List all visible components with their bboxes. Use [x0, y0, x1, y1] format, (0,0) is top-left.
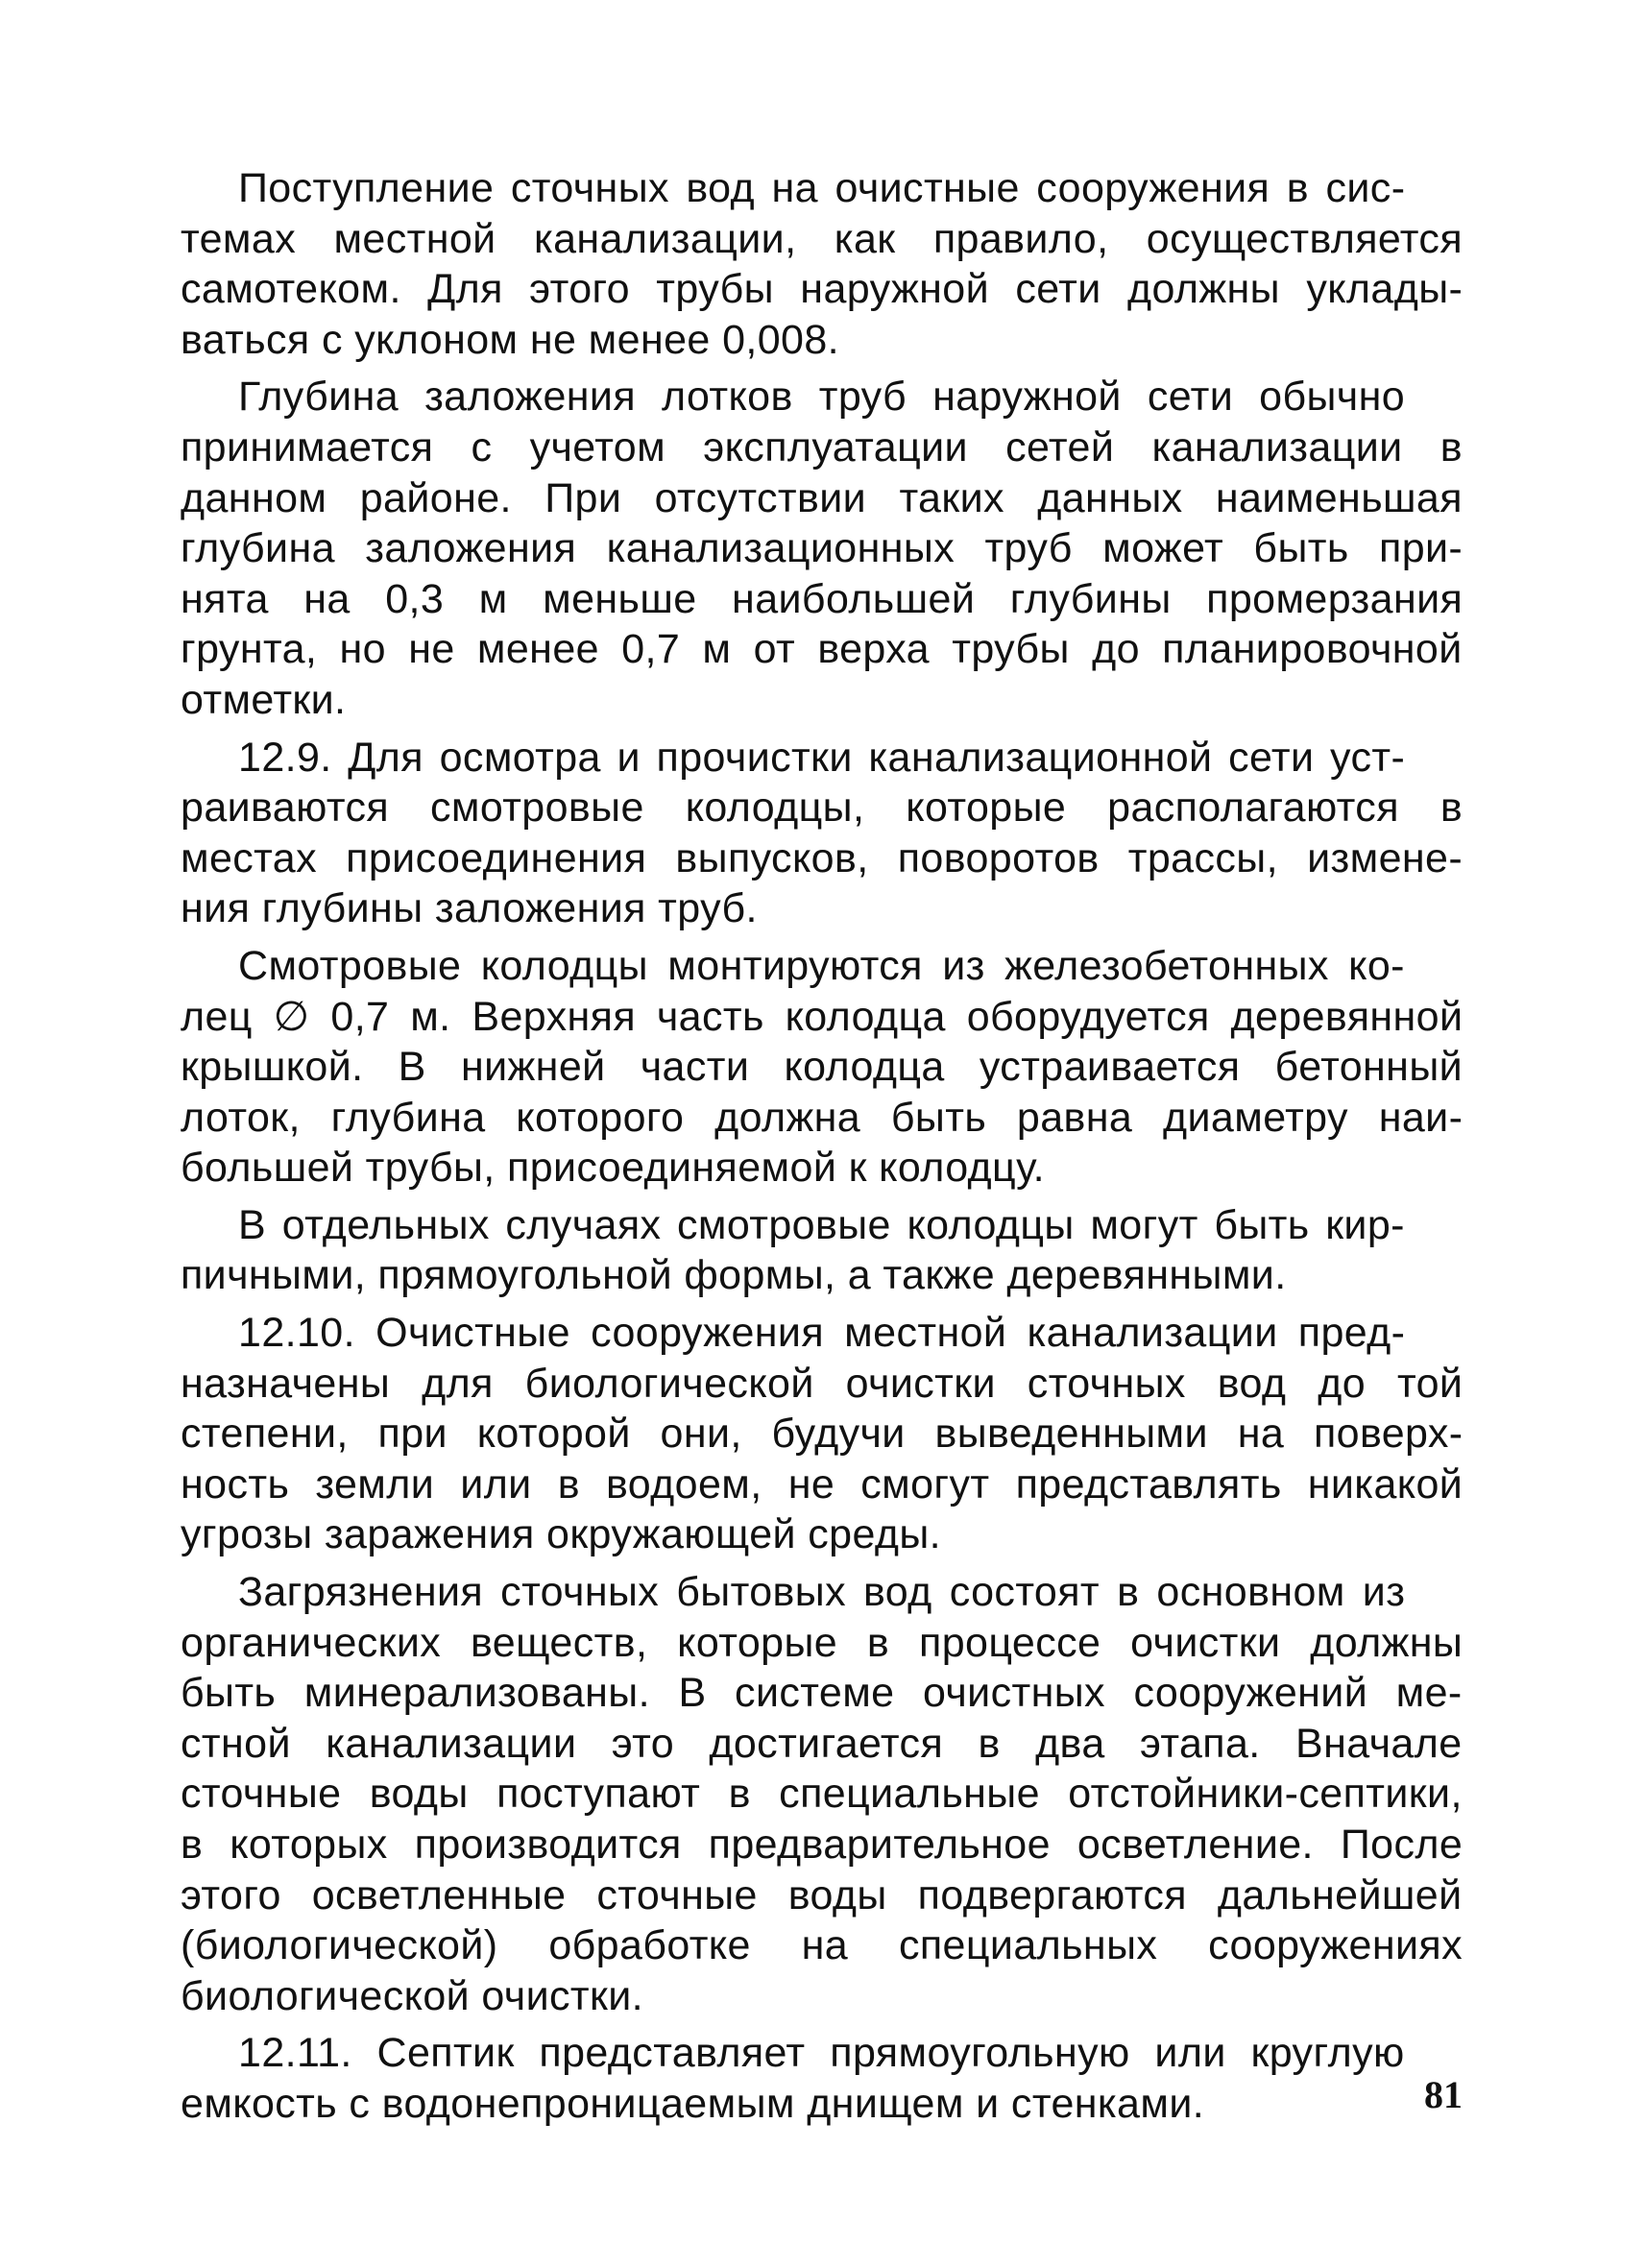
text-line: в которых производится предварительное осветление. После — [181, 1822, 1464, 1868]
text-line: Глубина заложения лотков труб наружной сети обычно — [238, 374, 1406, 421]
text-line: емкость с водонепроницаемым днищем и стенками. — [181, 2080, 1205, 2127]
paragraph — [181, 1567, 1463, 2021]
text-line: темах местной канализации, как правило, осуществляется — [181, 215, 1464, 262]
text-line: ность земли или в водоем, не смогут представлять никакой — [181, 1460, 1464, 1508]
text-line: лец ∅ 0,7 м. Верхняя часть колодца оборудуется деревянной — [181, 993, 1464, 1040]
text-line: данном районе. При отсутствии таких данных наименьшая — [181, 474, 1463, 521]
paragraph — [181, 372, 1463, 725]
text-line: Поступление сточных вод на очистные сооружения в сис- — [238, 165, 1406, 211]
text-line: этого осветленные сточные воды подвергаются дальнейшей — [181, 1871, 1463, 1918]
text-line: В отдельных случаях смотровые колодцы могут быть кир- — [238, 1201, 1405, 1248]
text-line: степени, при которой они, будучи выведенными на поверх- — [181, 1411, 1464, 1458]
text-line: сточные воды поступают в специальные отстойники-септики, — [181, 1771, 1463, 1818]
text-line: (биологической) обработке на специальных сооружениях — [181, 1922, 1463, 1969]
body-text — [181, 163, 1463, 2136]
text-line: биологической очистки. — [181, 1972, 643, 2019]
text-line: пичными, прямоугольной формы, а также деревянными. — [181, 1252, 1287, 1299]
text-line: самотеком. Для этого трубы наружной сети должны уклады- — [181, 266, 1464, 313]
text-line: раиваются смотровые колодцы, которые располагаются в — [181, 784, 1464, 832]
text-line: органических веществ, которые в процессе очистки должны — [181, 1619, 1464, 1666]
text-line: глубина заложения канализационных труб может быть при- — [181, 525, 1464, 572]
text-line: быть минерализованы. В системе очистных сооружений ме- — [181, 1670, 1463, 1717]
paragraph — [181, 941, 1463, 1194]
text-line: угрозы заражения окружающей среды. — [181, 1511, 942, 1558]
text-line: нята на 0,3 м меньше наибольшей глубины промерзания — [181, 575, 1464, 622]
text-line: ваться с уклоном не менее 0,008. — [181, 316, 840, 363]
text-line: Загрязнения сточных бытовых вод состоят в основном из — [238, 1569, 1406, 1616]
text-line: назначены для биологической очистки сточных вод до той — [181, 1360, 1464, 1407]
text-line: лоток, глубина которого должна быть равна диаметру наи- — [181, 1094, 1464, 1141]
text-line: грунта, но не менее 0,7 м от верха трубы до планировочной — [181, 626, 1463, 673]
text-line: большей трубы, присоединяемой к колодцу. — [181, 1145, 1046, 1192]
paragraph — [181, 733, 1463, 934]
paragraph — [181, 1308, 1463, 1560]
text-line: крышкой. В нижней части колодца устраивается бетонный — [181, 1044, 1464, 1091]
paragraph — [181, 2028, 1463, 2129]
text-line: Смотровые колодцы монтируются из железобетонных ко- — [238, 942, 1405, 989]
text-line: 12.10. Очистные сооружения местной канализации пред- — [238, 1310, 1406, 1357]
text-line: отметки. — [181, 676, 347, 723]
text-line: принимается с учетом эксплуатации сетей канализации в — [181, 423, 1464, 470]
text-line: 12.9. Для осмотра и прочистки канализационной сети уст- — [238, 734, 1406, 781]
paragraph — [181, 163, 1463, 365]
text-line: 12.11. Септик представляет прямоугольную или круглую — [238, 2030, 1405, 2077]
paragraph — [181, 1200, 1463, 1301]
text-line: местах присоединения выпусков, поворотов трассы, измене- — [181, 834, 1464, 881]
text-line: стной канализации это достигается в два этапа. Вначале — [181, 1720, 1463, 1767]
text-line: ния глубины заложения труб. — [181, 885, 758, 932]
page-number: 81 — [1424, 2073, 1463, 2116]
